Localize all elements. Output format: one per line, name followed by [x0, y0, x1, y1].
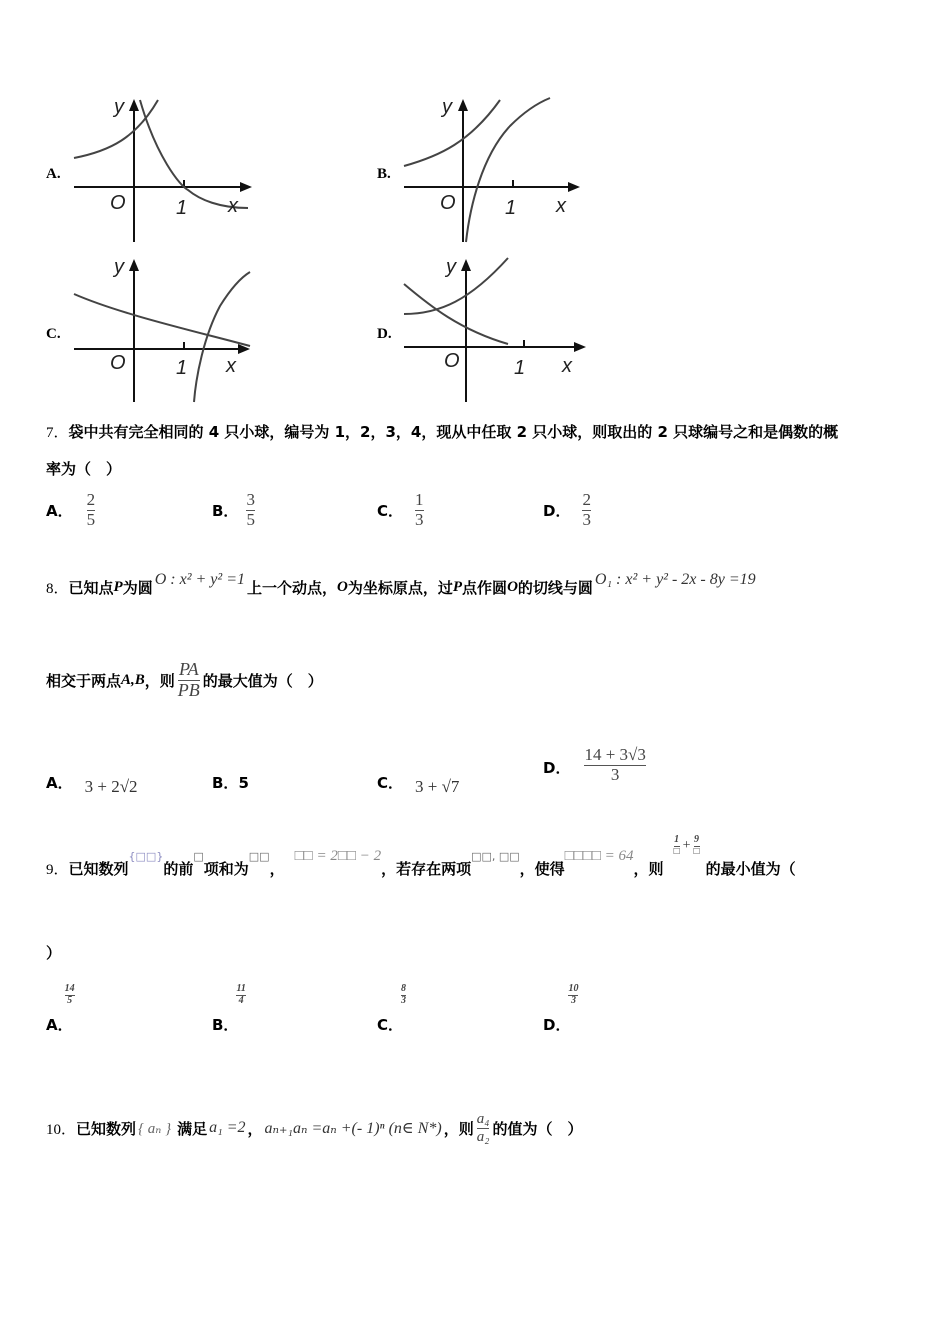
y-label: y	[114, 96, 124, 118]
x-label: x	[226, 355, 236, 377]
option-d-label: D.	[377, 326, 392, 342]
y-label: y	[114, 256, 124, 278]
q7-option-c: C． $\frac{1}{3}$	[377, 490, 424, 529]
question-9-line1: 9． 已知数列 {□□} 的前 □ 项和为 □□ ， □□ = 2□□ − 2 ，若存在两项 □□, □□ ，使得 □□□□ = 64 ，则 1 □ + 9 □ 的最小值为（	[46, 834, 796, 878]
origin-label: O	[110, 352, 126, 374]
q9-option-d: D． 10 3	[543, 983, 579, 1034]
question-9-line2: ）	[46, 944, 62, 962]
question-7-line1: 7．袋中共有完全相同的 4 只小球，编号为 1，2，3，4，现从中任取 2 只小球，则取出的 2 只球编号之和是偶数的概	[46, 423, 839, 441]
y-axis-arrow	[461, 259, 471, 271]
graph-a	[70, 96, 260, 246]
q7-option-b: B． $\frac{3}{5}$	[212, 490, 255, 529]
pa-over-pb: $\frac{PA}{PB}$	[177, 659, 200, 700]
curve-log	[466, 98, 550, 242]
expr-1m-9n: 1 □ + 9 □	[673, 834, 700, 857]
curve-decreasing	[404, 284, 508, 344]
y-label: y	[446, 256, 456, 278]
y-axis-arrow	[129, 99, 139, 111]
question-7-line2: 率为（ ）	[46, 460, 122, 478]
circle-o-equation: O : x² + y² =1	[154, 570, 245, 588]
q9-option-c: C． 8 3	[377, 983, 407, 1034]
seq-an: { aₙ }	[138, 1120, 172, 1137]
graph-c	[70, 256, 260, 406]
q7-option-d: D． $\frac{2}{3}$	[543, 490, 591, 529]
x-axis-arrow	[574, 342, 586, 352]
option-b-label: B.	[377, 166, 391, 182]
curve-exponential	[404, 258, 508, 314]
origin-label: O	[110, 192, 126, 214]
graph-b	[400, 96, 590, 246]
curve-exponential	[404, 100, 500, 166]
one-label: 1	[176, 197, 188, 219]
one-label: 1	[505, 197, 517, 219]
q8-option-a: A． 3 + 2√2	[46, 774, 138, 796]
q7-option-a: A． $\frac{2}{5}$	[46, 490, 96, 529]
one-label: 1	[176, 357, 188, 379]
seq-an: {□□}	[128, 849, 164, 863]
curve-log	[194, 272, 250, 402]
question-7-number: 7．	[46, 425, 69, 441]
x-axis-arrow	[240, 182, 252, 192]
q9-option-b: B． 11 4	[212, 983, 246, 1034]
curve-decreasing	[140, 100, 248, 208]
x-axis-arrow	[568, 182, 580, 192]
question-8-line2: 相交于两点 A,B ，则 $\frac{PA}{PB}$ 的最大值为（ ）	[46, 659, 323, 700]
q9-option-a: A． 14 5	[46, 983, 75, 1034]
circle-o1-equation: O₁ : x² + y² - 2x - 8y =19	[594, 570, 756, 588]
x-label: x	[562, 355, 572, 377]
q8-option-b: B．5	[212, 774, 249, 792]
x-label: x	[556, 195, 566, 217]
a4-over-a2: $\frac{\text{a₄}}{\text{a₂}}$	[476, 1111, 490, 1145]
q8-option-c: C． 3 + √7	[377, 774, 460, 796]
y-axis-arrow	[129, 259, 139, 271]
q8-option-d: D． $\frac{14 + 3√3}{3}$	[543, 745, 646, 784]
option-c-label: C.	[46, 326, 61, 342]
graph-d	[400, 256, 595, 406]
recurrence: aₙ₊₁aₙ =aₙ +(- 1)ⁿ (n∈ N*)	[264, 1120, 442, 1137]
option-a-label: A.	[46, 166, 61, 182]
origin-label: O	[440, 192, 456, 214]
y-axis-arrow	[458, 99, 468, 111]
x-label: x	[228, 195, 238, 217]
question-8-line1: 8． 已知点 P 为圆 O : x² + y² =1 上一个动点， O 为坐标原点，过 P 点作圆 O 的切线与圆 O₁ : x² + y² - 2x - 8y =19	[46, 570, 756, 597]
origin-label: O	[444, 350, 460, 372]
one-label: 1	[514, 357, 526, 379]
y-label: y	[442, 96, 452, 118]
question-10: 10． 已知数列 { aₙ } 满足 a₁ =2 ， aₙ₊₁aₙ =aₙ +(- 1)ⁿ (n∈ N*) ，则 $\frac{\text{a₄}}{\text{a₂}}$ 的值为（ ）	[46, 1111, 583, 1145]
